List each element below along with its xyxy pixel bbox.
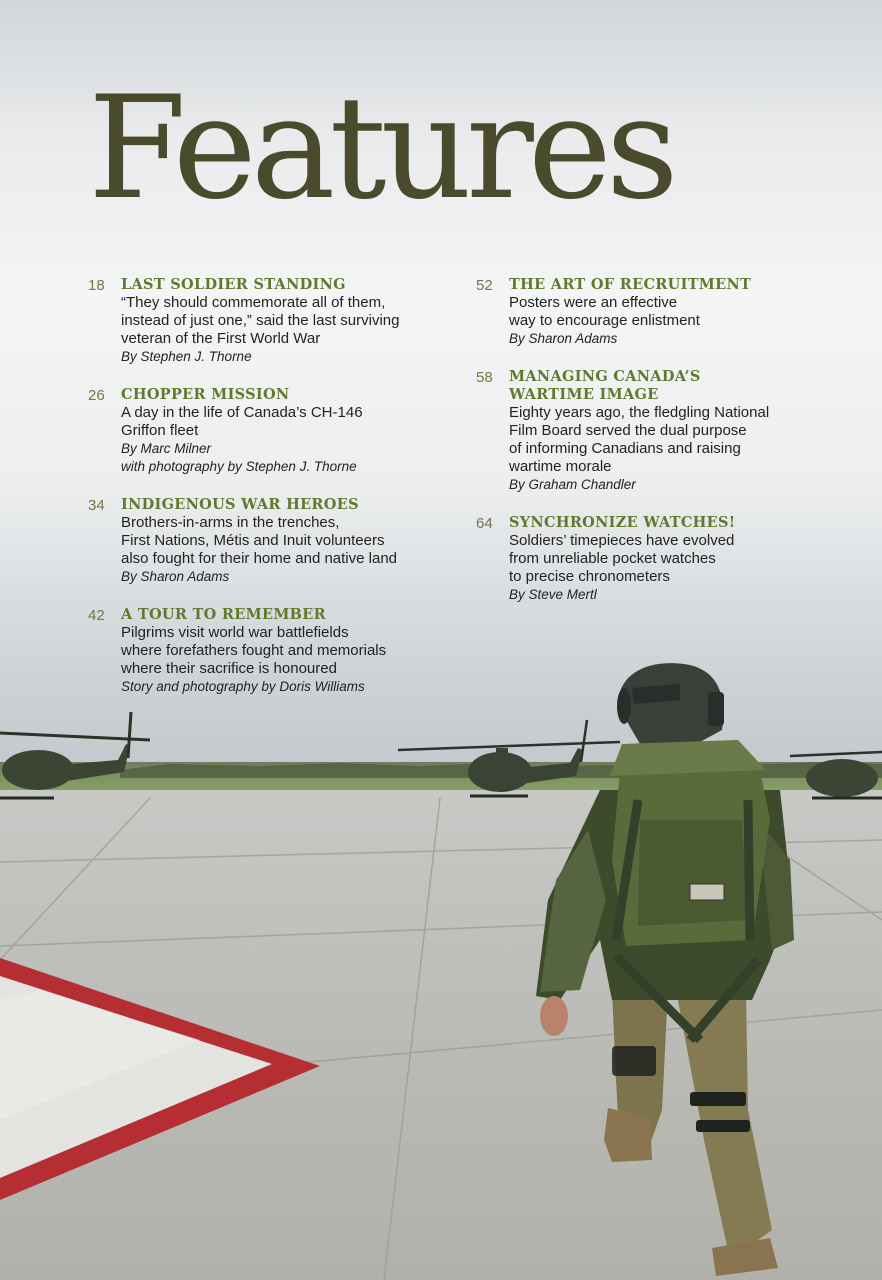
feature-byline: By Steve Mertl — [509, 587, 597, 602]
feature-headline: MANAGING CANADA’S — [509, 368, 701, 385]
feature-description-line: Eighty years ago, the fledgling National — [509, 404, 770, 421]
helicopter-center — [398, 720, 620, 796]
feature-headline: CHOPPER MISSION — [121, 386, 290, 403]
feature-entry[interactable] — [476, 276, 836, 348]
feature-byline: By Graham Chandler — [509, 477, 636, 492]
page-number: 26 — [88, 387, 105, 404]
page-number: 18 — [88, 277, 105, 294]
feature-description-line: also fought for their home and native land — [121, 550, 398, 567]
page-title: Features — [88, 66, 673, 231]
feature-description-line: to precise chronometers — [509, 568, 670, 585]
feature-description-line: Griffon fleet — [121, 422, 199, 439]
feature-byline: Story and photography by Doris Williams — [121, 679, 365, 694]
feature-byline: By Sharon Adams — [121, 569, 230, 584]
page-number: 64 — [476, 515, 493, 532]
helicopter-left — [0, 712, 150, 798]
feature-description-line: First Nations, Métis and Inuit volunteers — [121, 532, 385, 549]
page-number: 52 — [476, 277, 493, 294]
page-number: 34 — [88, 497, 105, 514]
feature-headline: THE ART OF RECRUITMENT — [509, 276, 752, 293]
feature-headline: A TOUR TO REMEMBER — [121, 606, 326, 623]
feature-description-line: Posters were an effective — [509, 294, 678, 311]
features-left-column — [88, 276, 448, 716]
feature-entry[interactable] — [476, 514, 836, 604]
page-number: 58 — [476, 369, 493, 386]
feature-description-line: where their sacrifice is honoured — [121, 660, 337, 677]
feature-description-line: “They should commemorate all of them, — [121, 294, 386, 311]
feature-description-line: Film Board served the dual purpose — [509, 422, 747, 439]
features-right-column — [476, 276, 836, 624]
feature-description-line: veteran of the First World War — [121, 330, 321, 347]
feature-description-line: A day in the life of Canada’s CH-146 — [121, 404, 363, 421]
page-number: 42 — [88, 607, 105, 624]
feature-description-line: from unreliable pocket watches — [509, 550, 716, 567]
feature-byline: By Sharon Adams — [509, 331, 618, 346]
feature-headline: SYNCHRONIZE WATCHES! — [509, 514, 736, 531]
feature-headline: INDIGENOUS WAR HEROES — [121, 496, 359, 513]
feature-entry[interactable] — [88, 276, 448, 366]
feature-description-line: of informing Canadians and raising — [509, 440, 741, 457]
feature-entry[interactable] — [88, 496, 448, 586]
feature-description-line: wartime morale — [509, 458, 612, 475]
feature-description-line: Brothers-in-arms in the trenches, — [121, 514, 340, 531]
feature-entry[interactable] — [88, 606, 448, 696]
feature-byline: By Stephen J. Thorne — [121, 349, 252, 364]
feature-description-line: where forefathers fought and memorials — [121, 642, 387, 659]
feature-description-line: instead of just one,” said the last surviving — [121, 312, 400, 329]
feature-description-line: Soldiers’ timepieces have evolved — [509, 532, 735, 549]
feature-byline: By Marc Milner — [121, 441, 212, 456]
feature-entry[interactable] — [88, 386, 448, 476]
feature-photo-credit: with photography by Stephen J. Thorne — [121, 459, 357, 474]
feature-headline: LAST SOLDIER STANDING — [121, 276, 346, 293]
feature-description-line: way to encourage enlistment — [509, 312, 700, 329]
feature-entry[interactable] — [476, 368, 836, 494]
feature-headline-continued: WARTIME IMAGE — [509, 386, 659, 403]
feature-description-line: Pilgrims visit world war battlefields — [121, 624, 349, 641]
